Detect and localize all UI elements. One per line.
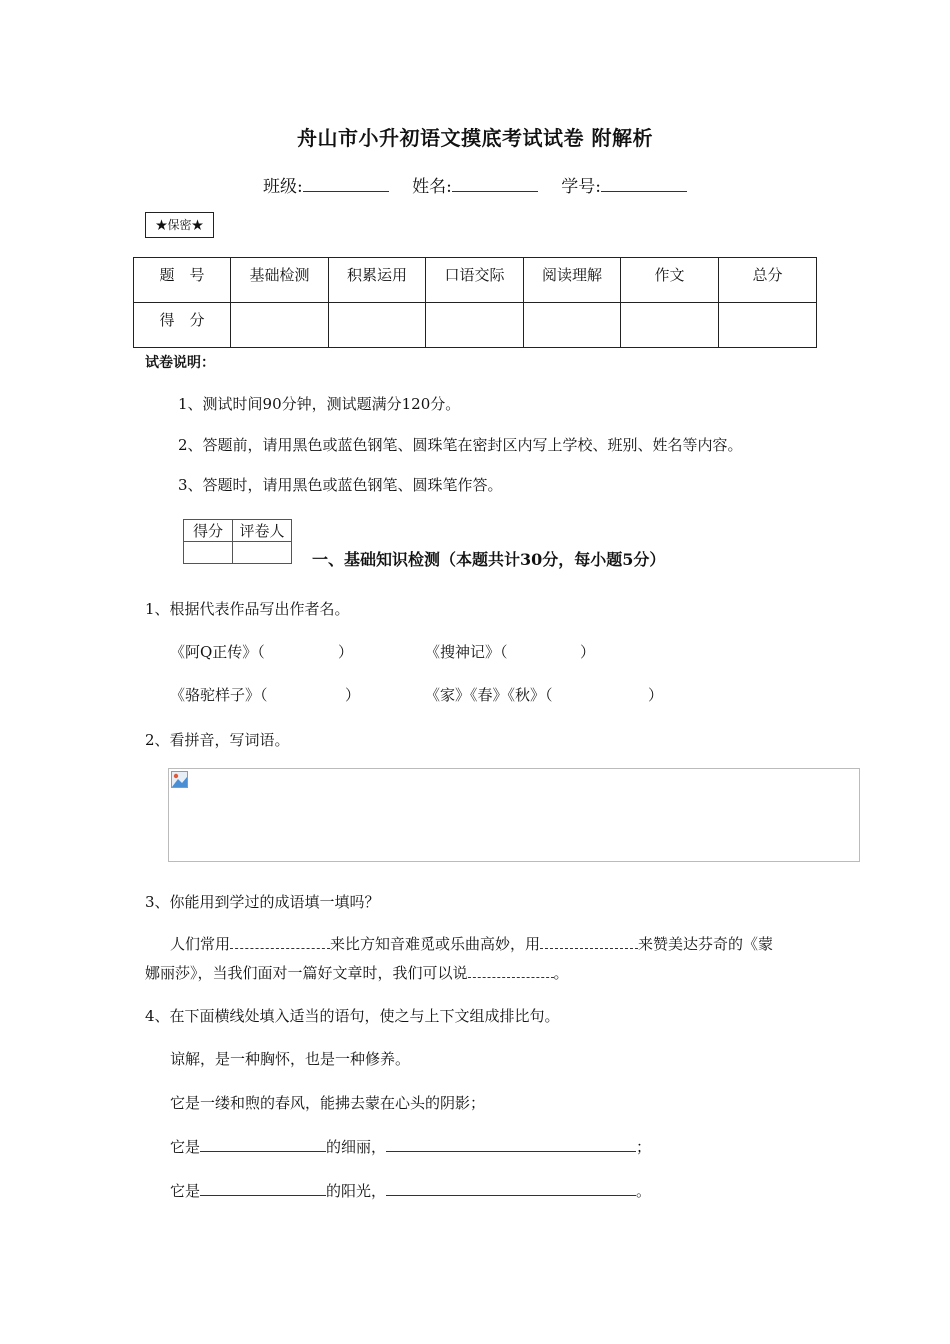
q1-item: 《骆驼样子》（: [170, 686, 268, 704]
q1-item-close: ）: [580, 643, 596, 661]
grader-score-cell[interactable]: [184, 542, 233, 564]
pinyin-image-box: [168, 768, 860, 862]
parallel-blank-3[interactable]: [200, 1181, 326, 1196]
score-header-cell: 作文: [621, 258, 719, 303]
q4-line: 谅解，是一种胸怀，也是一种修养。: [170, 1050, 411, 1068]
q4-line: 它是一缕和煦的春风，能拂去蒙在心头的阴影；: [170, 1094, 486, 1112]
q3-line-2: [145, 962, 569, 983]
note-item: 2、答题前，请用黑色或蓝色钢笔、圆珠笔在密封区内写上学校、班别、姓名等内容。: [178, 436, 743, 454]
parallel-blank-1[interactable]: [200, 1137, 326, 1152]
question-1-stem: 1、根据代表作品写出作者名。: [145, 600, 350, 618]
q4-text: 的阳光，: [326, 1182, 387, 1200]
section-title: 一、基础知识检测（本题共计30分，每小题5分）: [312, 550, 666, 569]
idiom-blank-1[interactable]: [230, 934, 330, 949]
q3-line-1: [170, 933, 773, 954]
score-table: [133, 257, 817, 348]
note-item: 1、测试时间90分钟，测试题满分120分。: [178, 395, 461, 413]
score-cell[interactable]: [524, 303, 621, 348]
score-header-cell: 积累运用: [329, 258, 426, 303]
q3-text: 娜丽莎》，当我们面对一篇好文章时，我们可以说: [145, 964, 468, 982]
grader-name-cell[interactable]: [233, 542, 292, 564]
q4-text: 的细丽，: [326, 1138, 387, 1156]
q1-item: 《阿Q正传》（: [170, 643, 265, 661]
q4-text: ；: [636, 1138, 652, 1156]
idiom-blank-3[interactable]: [468, 963, 554, 978]
grader-name-label: 评卷人: [233, 520, 292, 542]
secret-badge: ★保密★: [145, 212, 214, 238]
q4-text: 它是: [170, 1138, 201, 1156]
id-blank[interactable]: [601, 175, 687, 192]
q3-text: 来赞美达芬奇的《蒙: [638, 935, 774, 953]
name-label: 姓名:: [412, 177, 452, 197]
score-cell[interactable]: [329, 303, 426, 348]
q1-item: 《搜神记》（: [425, 643, 508, 661]
class-blank[interactable]: [303, 175, 389, 192]
name-blank[interactable]: [452, 175, 538, 192]
score-row-label: 得 分: [134, 303, 231, 348]
q1-item-close: ）: [345, 686, 361, 704]
idiom-blank-2[interactable]: [540, 934, 638, 949]
q3-text: 。: [553, 964, 569, 982]
score-header-cell: 阅读理解: [524, 258, 621, 303]
question-4-stem: 4、在下面横线处填入适当的语句，使之与上下文组成排比句。: [145, 1007, 560, 1025]
broken-image-icon: [171, 771, 188, 788]
q1-item-close: ）: [648, 686, 664, 704]
parallel-blank-4[interactable]: [386, 1181, 636, 1196]
notes-heading: 试卷说明：: [145, 355, 215, 371]
note-item: 3、答题时，请用黑色或蓝色钢笔、圆珠笔作答。: [178, 476, 503, 494]
score-cell[interactable]: [719, 303, 817, 348]
class-label: 班级:: [262, 177, 303, 197]
question-2-stem: 2、看拼音，写词语。: [145, 731, 290, 749]
page-title: 舟山市小升初语文摸底考试试卷 附解析: [297, 126, 653, 150]
score-cell[interactable]: [621, 303, 719, 348]
score-header-cell: 口语交际: [426, 258, 524, 303]
score-cell[interactable]: [231, 303, 329, 348]
grader-table: [183, 519, 292, 564]
student-info-row: [0, 172, 950, 197]
question-3-stem: 3、你能用到学过的成语填一填吗？: [145, 893, 380, 911]
score-header-cell: 题 号: [134, 258, 231, 303]
q1-item: 《家》《春》《秋》（: [425, 686, 553, 704]
q4-fill-line-2: [170, 1180, 651, 1201]
parallel-blank-2[interactable]: [386, 1137, 636, 1152]
q3-text: 来比方知音难觅或乐曲高妙，用: [330, 935, 541, 953]
id-label: 学号:: [561, 177, 601, 197]
score-header-cell: 总分: [719, 258, 817, 303]
q4-text: 它是: [170, 1182, 201, 1200]
grader-score-label: 得分: [184, 520, 233, 542]
q3-text: 人们常用: [170, 935, 231, 953]
q4-text: 。: [636, 1182, 652, 1200]
q4-fill-line-1: [170, 1136, 651, 1157]
q1-item-close: ）: [338, 643, 354, 661]
score-cell[interactable]: [426, 303, 524, 348]
score-header-cell: 基础检测: [231, 258, 329, 303]
